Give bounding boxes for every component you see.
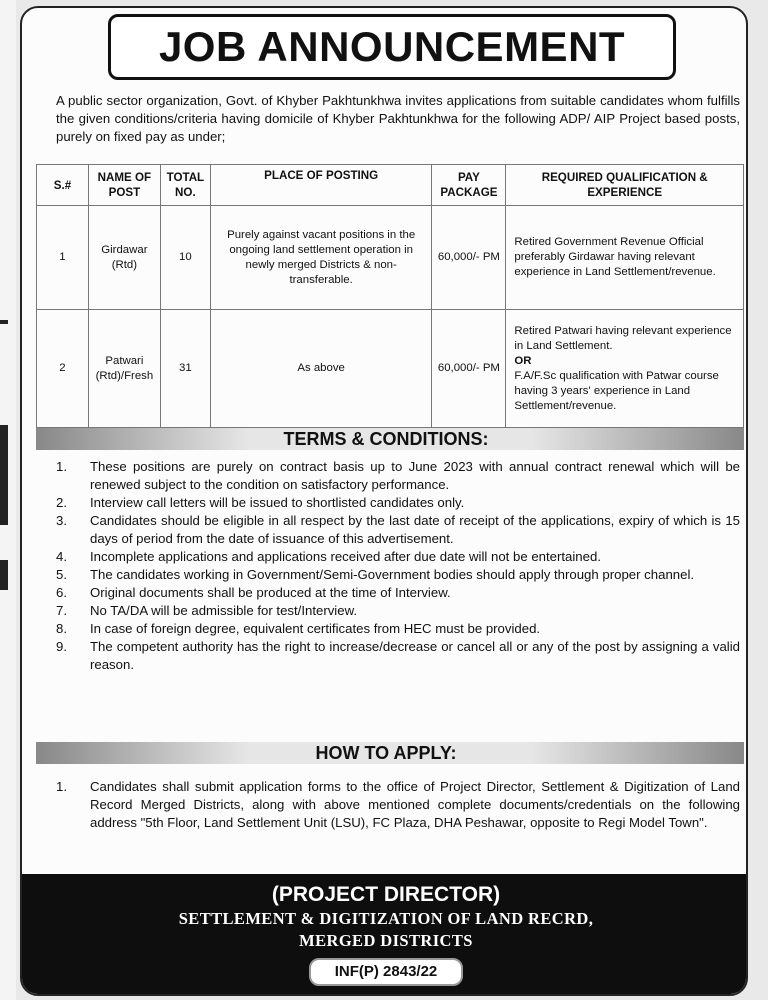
table-header-row bbox=[37, 165, 744, 206]
list-number: 1. bbox=[56, 459, 67, 474]
qualification-option-a: Retired Patwari having relevant experience in Land Settlement. bbox=[514, 324, 732, 352]
list-number: 5. bbox=[56, 567, 67, 582]
apply-heading: HOW TO APPLY: bbox=[315, 743, 457, 763]
intro-paragraph: A public sector organization, Govt. of Khyber Pakhtunkhwa invites applications from suitable candidates whom fulfills the given conditions/criteria having domicile of Khyber Pakhtunkhwa for the following ADP/ AIP Project based posts, purely on fixed pay as under; bbox=[56, 93, 740, 144]
list-text: Original documents shall be produced at the time of Interview. bbox=[90, 585, 451, 600]
page-title: JOB ANNOUNCEMENT bbox=[158, 23, 626, 70]
cell-sno: 1 bbox=[37, 206, 89, 310]
reference-number: INF(P) 2843/22 bbox=[309, 958, 464, 986]
cell-qualification: Retired Government Revenue Official preferably Girdawar having relevant experience in Land Settlement/revenue. bbox=[506, 206, 744, 310]
list-text: In case of foreign degree, equivalent certificates from HEC must be provided. bbox=[90, 621, 541, 636]
header-place: PLACE OF POSTING bbox=[210, 165, 432, 206]
cell-pay: 60,000/- PM bbox=[432, 206, 506, 310]
list-text: No TA/DA will be admissible for test/Interview. bbox=[90, 603, 358, 618]
cell-total: 31 bbox=[160, 310, 210, 428]
list-item bbox=[38, 584, 740, 602]
terms-heading: TERMS & CONDITIONS: bbox=[283, 429, 489, 449]
list-item bbox=[38, 512, 740, 548]
list-number: 3. bbox=[56, 513, 67, 528]
edge-mark bbox=[0, 560, 8, 590]
apply-list bbox=[38, 778, 740, 832]
cell-post: Girdawar (Rtd) bbox=[88, 206, 160, 310]
list-text: Candidates shall submit application forms to the office of Project Director, Settlement & Digitization of Land Record Merged Districts, along with above mentioned complete documents/credentials on the following address "5th Floor, Land Settlement Unit (LSU), FC Plaza, DHA Peshawar, opposite to Regi Model Town". bbox=[90, 779, 740, 830]
list-text: These positions are purely on contract basis up to June 2023 with annual contract renewal which will be renewed subject to the condition on satisfactory performance. bbox=[90, 459, 740, 492]
job-announcement-sheet bbox=[20, 6, 748, 996]
list-number: 7. bbox=[56, 603, 67, 618]
list-number: 8. bbox=[56, 621, 67, 636]
title-box bbox=[108, 14, 676, 80]
header-sno: S.# bbox=[37, 165, 89, 206]
list-item bbox=[38, 458, 740, 494]
list-item bbox=[38, 602, 740, 620]
organization-line-1: SETTLEMENT & DIGITIZATION OF LAND RECRD, bbox=[178, 909, 594, 928]
list-text: Interview call letters will be issued to shortlisted candidates only. bbox=[90, 495, 465, 510]
list-number: 6. bbox=[56, 585, 67, 600]
list-number: 4. bbox=[56, 549, 67, 564]
edge-mark bbox=[0, 320, 8, 324]
terms-list bbox=[38, 458, 740, 674]
edge-mark bbox=[0, 425, 8, 525]
qualification-option-b: F.A/F.Sc qualification with Patwar course having 3 years' experience in Land Settlement/revenue. bbox=[514, 369, 719, 412]
cell-pay: 60,000/- PM bbox=[432, 310, 506, 428]
list-text: The competent authority has the right to increase/decrease or cancel all or any of the post by assigning a valid reason. bbox=[90, 639, 740, 672]
qualification-or-label: OR bbox=[514, 354, 532, 367]
posts-table bbox=[36, 164, 744, 428]
list-text: Incomplete applications and applications received after due date will not be entertained. bbox=[90, 549, 601, 564]
header-qual: REQUIRED QUALIFICATION & EXPERIENCE bbox=[506, 165, 744, 206]
list-item bbox=[38, 494, 740, 512]
footer-signature-block bbox=[22, 874, 748, 996]
cell-place: As above bbox=[210, 310, 432, 428]
cell-total: 10 bbox=[160, 206, 210, 310]
list-number: 1. bbox=[56, 779, 67, 794]
list-number: 9. bbox=[56, 639, 67, 654]
cell-sno: 2 bbox=[37, 310, 89, 428]
header-post: NAME OF POST bbox=[88, 165, 160, 206]
header-pay: PAY PACKAGE bbox=[432, 165, 506, 206]
table-row bbox=[37, 310, 744, 428]
list-number: 2. bbox=[56, 495, 67, 510]
list-text: The candidates working in Government/Semi-Government bodies should apply through proper channel. bbox=[90, 567, 695, 582]
designation: (PROJECT DIRECTOR) bbox=[271, 883, 501, 906]
header-total: TOTAL NO. bbox=[160, 165, 210, 206]
list-item bbox=[38, 566, 740, 584]
list-item bbox=[38, 638, 740, 674]
table-row bbox=[37, 206, 744, 310]
cell-qualification bbox=[506, 310, 744, 428]
page-left-edge bbox=[0, 0, 16, 1000]
list-item bbox=[38, 778, 740, 832]
list-item bbox=[38, 620, 740, 638]
cell-post: Patwari (Rtd)/Fresh bbox=[88, 310, 160, 428]
list-text: Candidates should be eligible in all respect by the last date of receipt of the applications, expiry of which is 15 days of period from the date of issuance of this advertisement. bbox=[90, 513, 740, 546]
organization-line-2: MERGED DISTRICTS bbox=[299, 931, 473, 950]
list-item bbox=[38, 548, 740, 566]
cell-place: Purely against vacant positions in the ongoing land settlement operation in newly merged Districts & non-transferable. bbox=[210, 206, 432, 310]
